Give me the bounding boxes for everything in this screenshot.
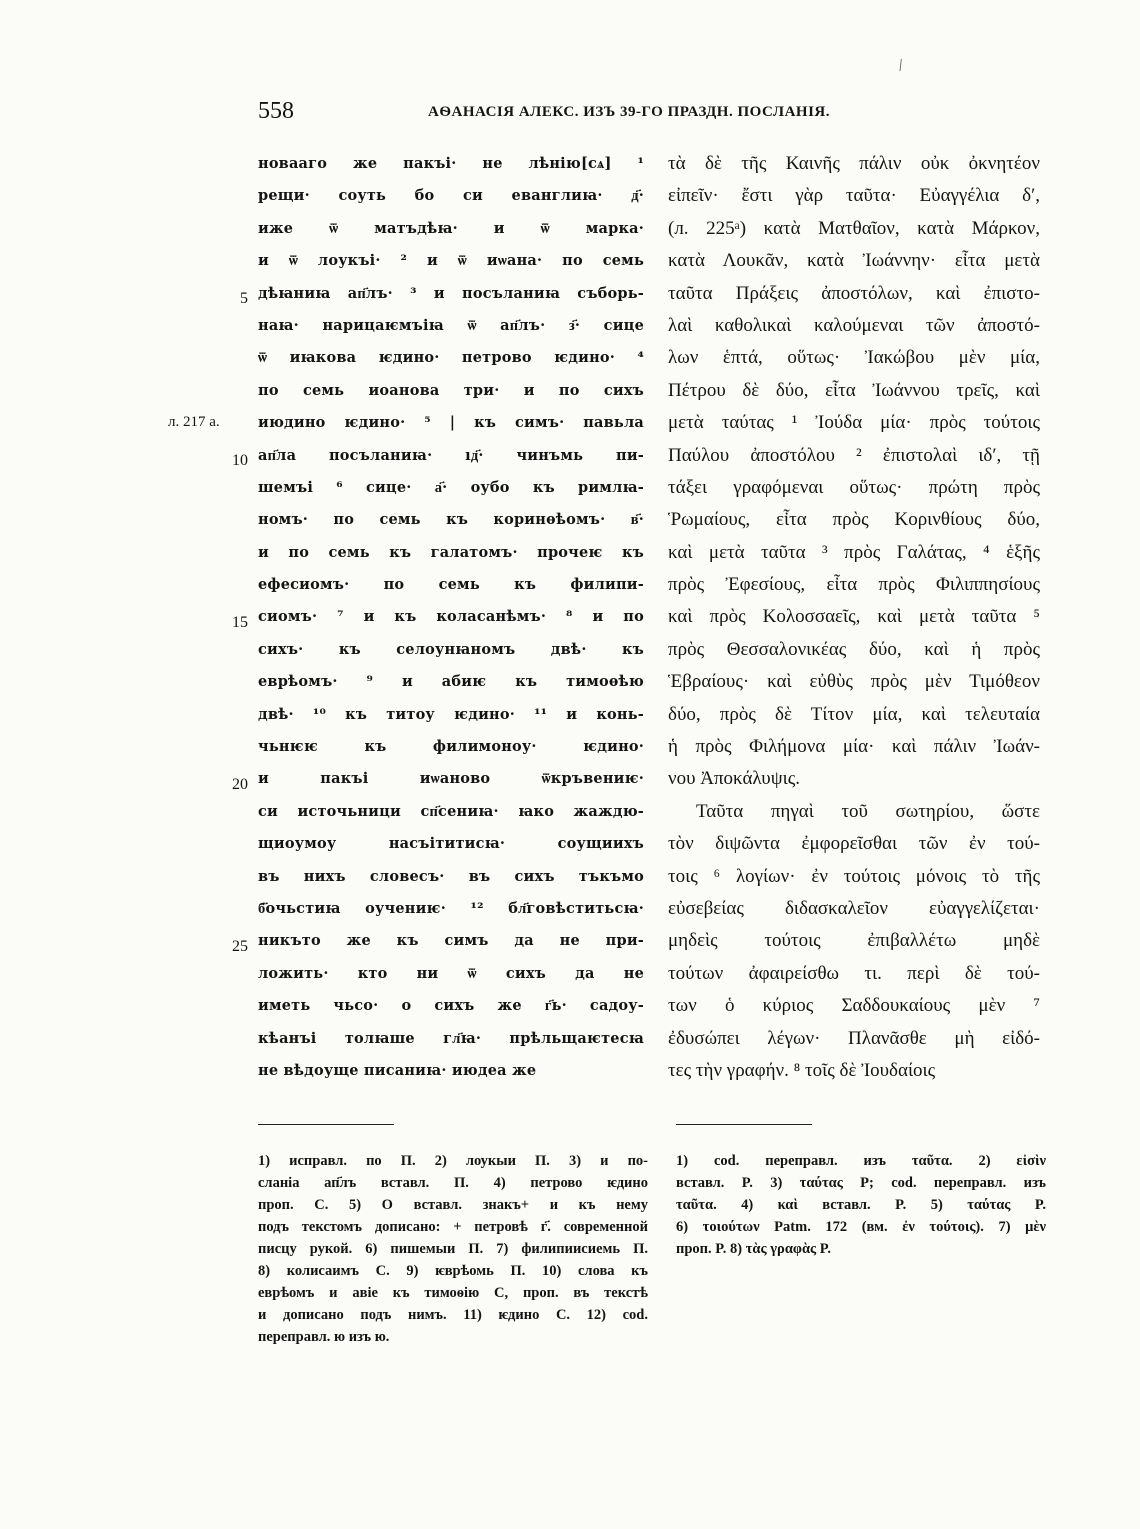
text-line: 8) колисаимъ С. 9) ѥврѣомь П. 10) слова къ [258, 1263, 648, 1279]
footnotes-left [258, 1150, 648, 1348]
text-line: Πέτρου δὲ δύο, εἶτα Ἰωάννου τρεῖς, καὶ [668, 379, 1040, 401]
text-line: подъ текстомъ дописано: + петровѣ г҃. современной [258, 1219, 648, 1235]
text-line: πρὸς Θεσσαλονικέας δύο, καὶ ἡ πρὸς [668, 638, 1040, 660]
text-line: (л. 225ᵃ) κατὰ Ματθαῖον, κατὰ Μάρκον, [668, 217, 1040, 239]
greek-column [668, 148, 1040, 1087]
text-line: иметь чьсо· о сихъ же г҃ь· садоу- [258, 997, 644, 1015]
text-line: въ нихъ словесъ· въ сихъ тъкъмо [258, 867, 644, 885]
text-line: καὶ πρὸς Κολοσσαεῖς, καὶ μετὰ ταῦτα ⁵ [668, 606, 1040, 628]
text-line: б҃очьстиꙗ оучениѥ· ¹² бл҃говѣститьсꙗ· [258, 899, 644, 917]
text-line: λων ἑπτά, οὕτως· Ἰακώβου μὲν μία, [668, 347, 1040, 369]
line-number-10: 10 [232, 452, 248, 469]
text-line: ταῦτα Πράξεις ἀποστόλων, καὶ ἐπιστο- [668, 282, 1040, 304]
text-line: τὰ δὲ τῆς Καινῆς πάλιν οὐκ ὀκνητέον [668, 153, 1040, 174]
text-line: Ῥωμαίους, εἶτα πρὸς Κορινθίους δύο, [668, 509, 1040, 531]
folio-mark: л. 217 а. [168, 414, 220, 430]
text-line: Ταῦτα πηγαὶ τοῦ σωτηρίου, ὥστε [696, 800, 1040, 822]
text-line: 6) τοιούτων Patm. 172 (вм. ἐν τούτοις). 7) μὲν [676, 1219, 1046, 1235]
text-line: и дописано подъ нимъ. 11) ѥдино С. 12) cod. [258, 1307, 648, 1323]
text-line: никъто же къ симъ да не при- [258, 932, 644, 950]
footnote-rule-right [676, 1124, 812, 1125]
text-line: τὸν διψῶντα ἐμφορεῖσθαι τῶν ἐν τού- [668, 833, 1040, 855]
footnote-rule-left [258, 1124, 394, 1125]
text-line: ложить· кто ни ѿ сихъ да не [258, 964, 644, 982]
text-line: ἡ πρὸς Φιλήμονα μία· καὶ πάλιν Ἰωάν- [668, 736, 1040, 758]
text-line: τες τὴν γραφήν. ⁸ τοῖς δὲ Ἰουδαίοις [668, 1059, 936, 1081]
text-line: проп. P. 8) τὰς γραφὰς P. [676, 1241, 831, 1257]
text-line: ефесиомъ· по семь къ филипи- [258, 576, 644, 594]
text-line: по семь иоанова три· и по сихъ [258, 381, 644, 399]
text-line: и по семь къ галатомъ· прочеѥ къ [258, 543, 644, 561]
line-number-5: 5 [240, 290, 248, 307]
text-line: τοις ⁶ λογίων· ἐν τούτοις μόνοις τὸ τῆς [668, 865, 1040, 887]
text-line: писцу рукой. 6) пишемыи П. 7) филипиисиемь П. [258, 1241, 648, 1257]
text-line: νου Ἀποκάλυψις. [668, 768, 800, 790]
text-line: μηδεὶς τούτοις ἐπιβαλλέτω μηδὲ [668, 930, 1040, 952]
text-line: рещи· соуть бо си еванглиꙗ· д҃· [258, 187, 644, 205]
running-title: АѲАНАСІЯ АЛЕКС. ИЗЪ 39-ГО ПРАЗДН. ПОСЛАНІЯ. [428, 104, 831, 120]
text-line: πρὸς Ἐφεσίους, εἶτα πρὸς Φιλιππησίους [668, 574, 1040, 596]
text-line: τούτων ἀφαιρείσθω τι. περὶ δὲ τού- [668, 962, 1040, 984]
text-line: щиоумоу насъітитисꙗ· соущиихъ [258, 835, 644, 853]
text-line: переправл. ю изъ ю. [258, 1329, 390, 1345]
text-line: των ὁ κύριος Σαδδουκαίους μὲν ⁷ [668, 995, 1040, 1017]
text-line: сихъ· къ селоунꙗномъ двѣ· къ [258, 640, 644, 658]
text-line: λαὶ καθολικαὶ καλούμεναι τῶν ἀποστό- [668, 314, 1040, 336]
text-line: ап҃ла посъланиꙗ· ıд҃· чинъмь пи- [258, 446, 644, 464]
text-line: иже ѿ матъдѣꙗ· и ѿ марка· [258, 219, 644, 237]
text-line: ѿ иꙗкова ѥдино· петрово ѥдино· ⁴ [258, 349, 644, 367]
text-line: Παύλου ἀποστόλου ² ἐπιστολαὶ ιδʹ, τῇ [668, 444, 1040, 466]
text-line: си источьници сп҃сениꙗ· ꙗко жаждю- [258, 802, 644, 820]
text-line: не вѣдоуще писаниꙗ· июдеа же [258, 1061, 537, 1079]
text-line: ἐδυσώπει λέγων· Πλανᾶσθε μὴ εἰδό- [668, 1027, 1040, 1049]
text-line: καὶ μετὰ ταῦτα ³ πρὸς Γαλάτας, ⁴ ἑξῆς [668, 541, 1040, 563]
text-line: κατὰ Λουκᾶν, κατὰ Ἰωάννην· εἶτα μετὰ [668, 250, 1040, 272]
text-line: ταῦτα. 4) καὶ вставл. P. 5) ταύτας P. [676, 1197, 1046, 1213]
text-line: εὐσεβείας διδασκαλεῖον εὐαγγελίζεται· [668, 897, 1040, 919]
text-line: 1) cod. переправл. изъ ταῦτα. 2) εἰσὶν [676, 1153, 1046, 1169]
text-line: τάξει γραφόμεναι οὕτως· πρώτη πρὸς [668, 476, 1040, 498]
text-line: кѣанъі толꙗше гл҃ꙗ· прѣльщаѥтесꙗ [258, 1029, 644, 1047]
text-line: μετὰ ταύτας ¹ Ἰούδα μία· πρὸς τούτοις [668, 412, 1040, 434]
text-line: июдино ѥдино· ⁵ | къ симъ· павьла [258, 414, 644, 432]
line-number-25: 25 [232, 938, 248, 955]
stray-mark: ⁄ [896, 58, 906, 74]
text-line: проп. С. 5) О вставл. знакъ+ и къ нему [258, 1197, 648, 1213]
slavonic-column [258, 148, 644, 1087]
text-line: сланіа ап҃лъ вставл. П. 4) петрово ѥдино [258, 1175, 648, 1191]
page-header [258, 98, 918, 132]
text-line: и пакъі иѡаново ѿкръвениѥ· [258, 770, 644, 788]
line-number-20: 20 [232, 776, 248, 793]
text-line: шемъі ⁶ сице· а҃· оубо къ римлꙗ- [258, 478, 644, 496]
text-line: δύο, πρὸς δὲ Τίτον μία, καὶ τελευταία [668, 703, 1040, 725]
text-line: еврѣомъ и авіе къ тимоѳію С, проп. въ текстѣ [258, 1285, 648, 1301]
text-line: двѣ· ¹⁰ къ титоу ѥдино· ¹¹ и конь- [258, 705, 644, 723]
text-line: номъ· по семь къ коринѳѣомъ· в҃· [258, 511, 644, 529]
text-line: сиомъ· ⁷ и къ коласанѣмъ· ⁸ и по [258, 608, 644, 626]
text-line: наꙗ· нарицаѥмъіꙗ ѿ ап҃лъ· з҃· сице [258, 316, 644, 334]
text-line: и ѿ лоукъі· ² и ѿ иѡана· по семь [258, 252, 644, 270]
text-line: εἰπεῖν· ἔστι γὰρ ταῦτα· Εὐαγγέλια δʹ, [668, 185, 1040, 207]
text-line: 1) исправл. по П. 2) лоукыи П. 3) и по- [258, 1153, 648, 1169]
page-number: 558 [258, 98, 294, 124]
text-line: еврѣомъ· ⁹ и абиѥ къ тимоѳѣю [258, 673, 644, 691]
text-line: Ἑβραίους· καὶ εὐθὺς πρὸς μὲν Τιμόθεον [668, 671, 1040, 693]
text-line: вставл. P. 3) ταύτας P; cod. переправл. изъ [676, 1175, 1046, 1191]
text-line: дѣꙗниꙗ ап҃лъ· ³ и посъланиꙗ съборь- [258, 284, 644, 302]
footnotes-right [676, 1150, 1046, 1260]
text-line: новааго же пакъі· не лѣнію[сѧ] ¹ [258, 155, 644, 172]
text-line: чьнѥѥ къ филимоноу· ѥдино· [258, 738, 644, 756]
line-number-15: 15 [232, 614, 248, 631]
